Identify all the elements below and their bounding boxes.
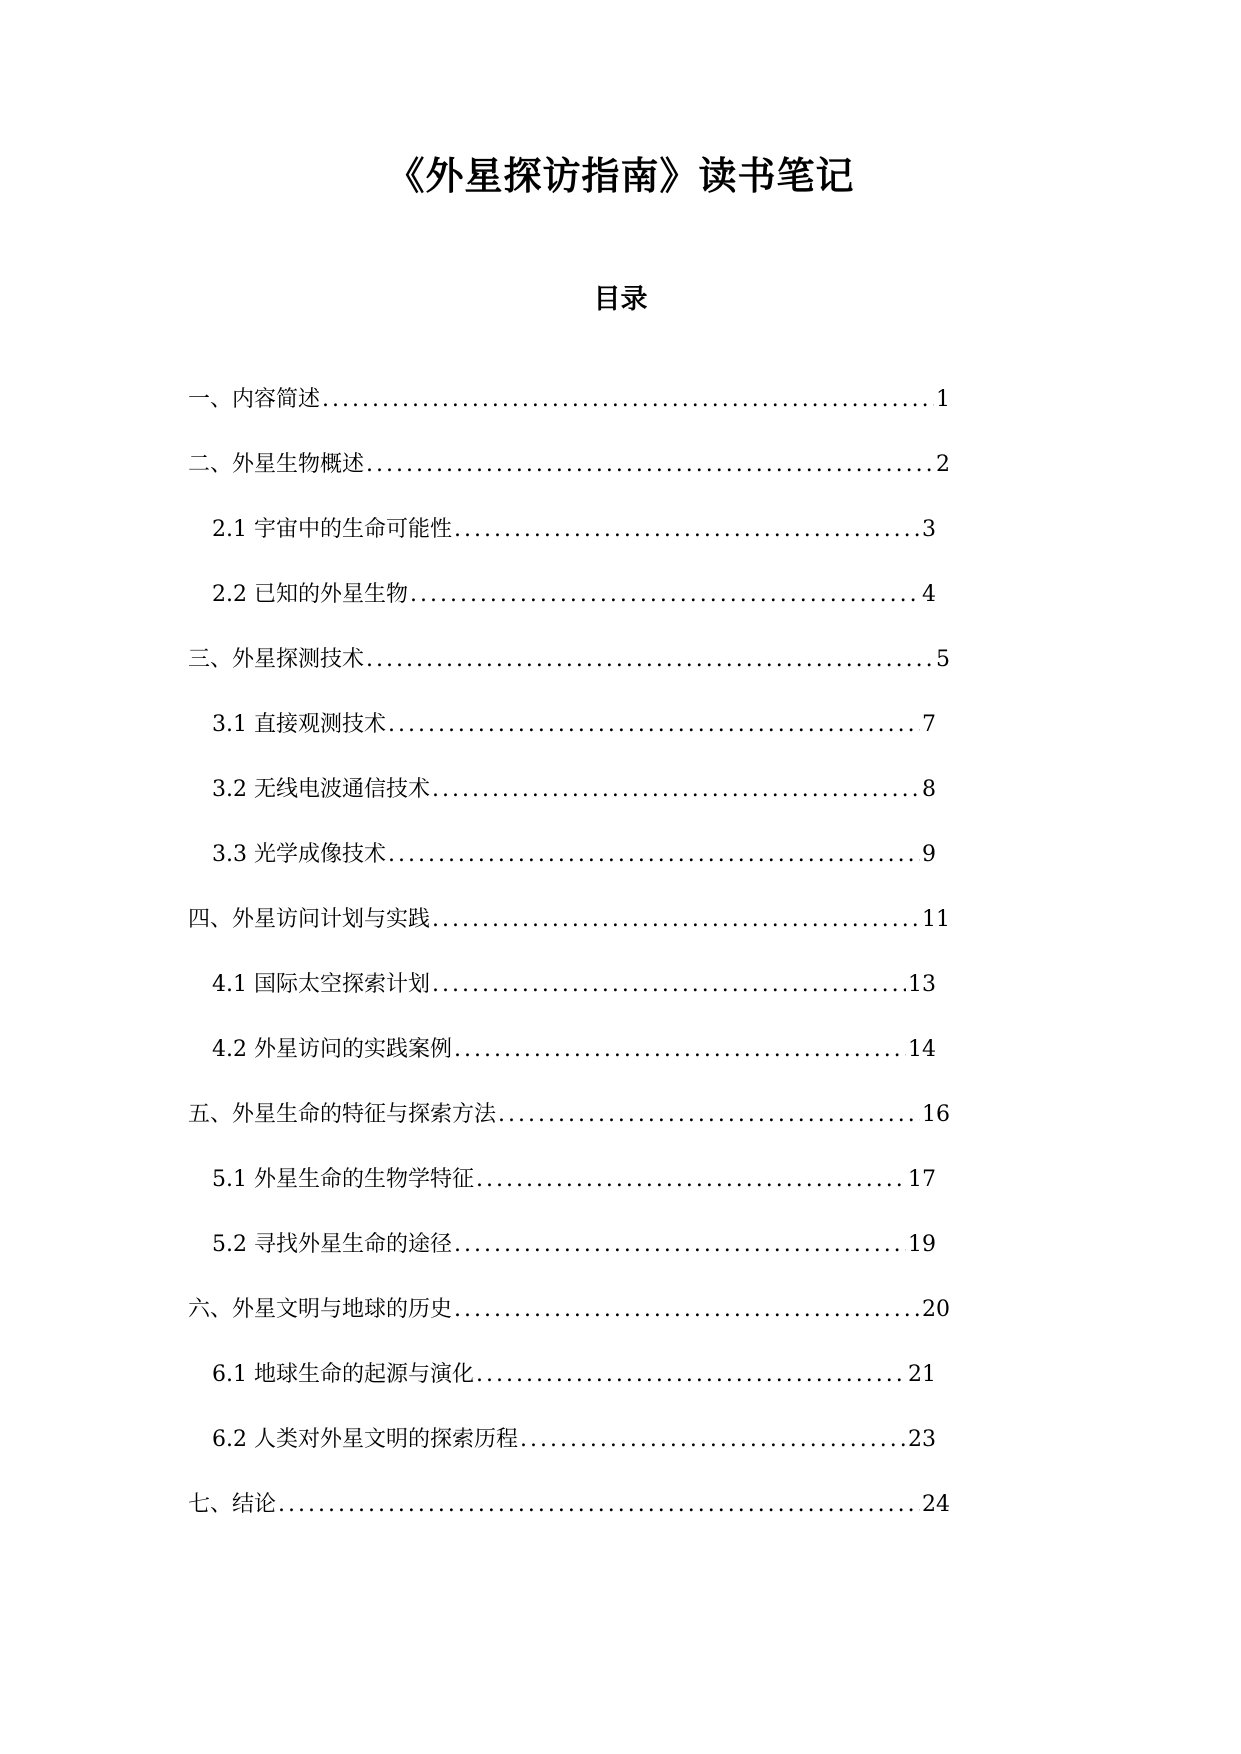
toc-entry-label: 六、外星文明与地球的历史 [188,1297,453,1322]
toc-entry-label: 4.1 国际太空探索计划 [212,972,430,997]
toc-entry-page: 14 [908,1037,936,1062]
toc-entry-label: 3.1 直接观测技术 [212,712,386,737]
toc-entry-page: 2 [936,452,950,477]
table-of-contents [188,380,950,1550]
toc-entry[interactable] [188,1485,950,1550]
toc-entry-page: 19 [908,1232,936,1257]
toc-dot-leader [454,1290,920,1330]
toc-entry[interactable] [188,380,950,445]
toc-dot-leader [410,575,920,615]
toc-entry[interactable] [188,510,936,575]
toc-entry[interactable] [188,965,936,1030]
document-title: 《外星探访指南》读书笔记 [386,153,855,198]
toc-entry-page: 9 [922,842,936,867]
toc-entry[interactable] [188,900,950,965]
toc-entry-label: 5.1 外星生命的生物学特征 [212,1167,474,1192]
toc-entry[interactable] [188,1160,936,1225]
toc-entry[interactable] [188,1030,936,1095]
toc-entry[interactable] [188,640,950,705]
toc-entry-page: 20 [922,1297,950,1322]
toc-entry-page: 17 [908,1167,936,1192]
toc-dot-leader [322,380,934,420]
toc-entry-label: 3.2 无线电波通信技术 [212,777,430,802]
toc-entry-label: 5.2 寻找外星生命的途径 [212,1232,452,1257]
toc-entry-label: 五、外星生命的特征与探索方法 [188,1102,497,1127]
toc-dot-leader [432,770,920,810]
toc-entry-label: 4.2 外星访问的实践案例 [212,1037,452,1062]
toc-entry[interactable] [188,1290,950,1355]
toc-entry-page: 21 [908,1362,936,1387]
toc-dot-leader [388,705,920,745]
toc-dot-leader [278,1485,920,1525]
toc-entry[interactable] [188,1095,950,1160]
toc-dot-leader [520,1420,906,1460]
toc-entry-label: 四、外星访问计划与实践 [188,907,431,932]
toc-dot-leader [476,1355,906,1395]
toc-entry-label: 6.2 人类对外星文明的探索历程 [212,1427,518,1452]
toc-entry[interactable] [188,1225,936,1290]
toc-dot-leader [476,1160,906,1200]
toc-entry-label: 2.2 已知的外星生物 [212,582,408,607]
toc-entry-label: 6.1 地球生命的起源与演化 [212,1362,474,1387]
toc-entry-label: 二、外星生物概述 [188,452,365,477]
toc-entry-label: 3.3 光学成像技术 [212,842,386,867]
toc-entry[interactable] [188,575,936,640]
toc-dot-leader [366,640,934,680]
toc-entry-page: 4 [922,582,936,607]
toc-entry-page: 1 [936,387,950,412]
toc-entry-page: 5 [936,647,950,672]
toc-entry[interactable] [188,445,950,510]
toc-entry[interactable] [188,770,936,835]
toc-entry-page: 23 [908,1427,936,1452]
toc-entry-page: 8 [922,777,936,802]
toc-entry[interactable] [188,1420,936,1485]
toc-entry-label: 一、内容简述 [188,387,321,412]
toc-dot-leader [454,510,920,550]
toc-dot-leader [432,900,920,940]
toc-dot-leader [454,1030,906,1070]
toc-entry-label: 七、结论 [188,1492,277,1517]
toc-entry[interactable] [188,835,936,900]
toc-entry-page: 24 [922,1492,950,1517]
toc-entry[interactable] [188,1355,936,1420]
toc-dot-leader [498,1095,920,1135]
toc-entry-page: 16 [922,1102,950,1127]
toc-entry-page: 7 [922,712,936,737]
toc-dot-leader [366,445,934,485]
toc-dot-leader [388,835,920,875]
toc-entry-label: 三、外星探测技术 [188,647,365,672]
toc-entry-page: 11 [922,907,950,932]
toc-dot-leader [454,1225,906,1265]
toc-entry[interactable] [188,705,936,770]
toc-entry-label: 2.1 宇宙中的生命可能性 [212,517,452,542]
toc-dot-leader [432,965,906,1005]
toc-entry-page: 3 [922,517,936,542]
toc-entry-page: 13 [908,972,936,997]
toc-heading: 目录 [593,284,648,315]
